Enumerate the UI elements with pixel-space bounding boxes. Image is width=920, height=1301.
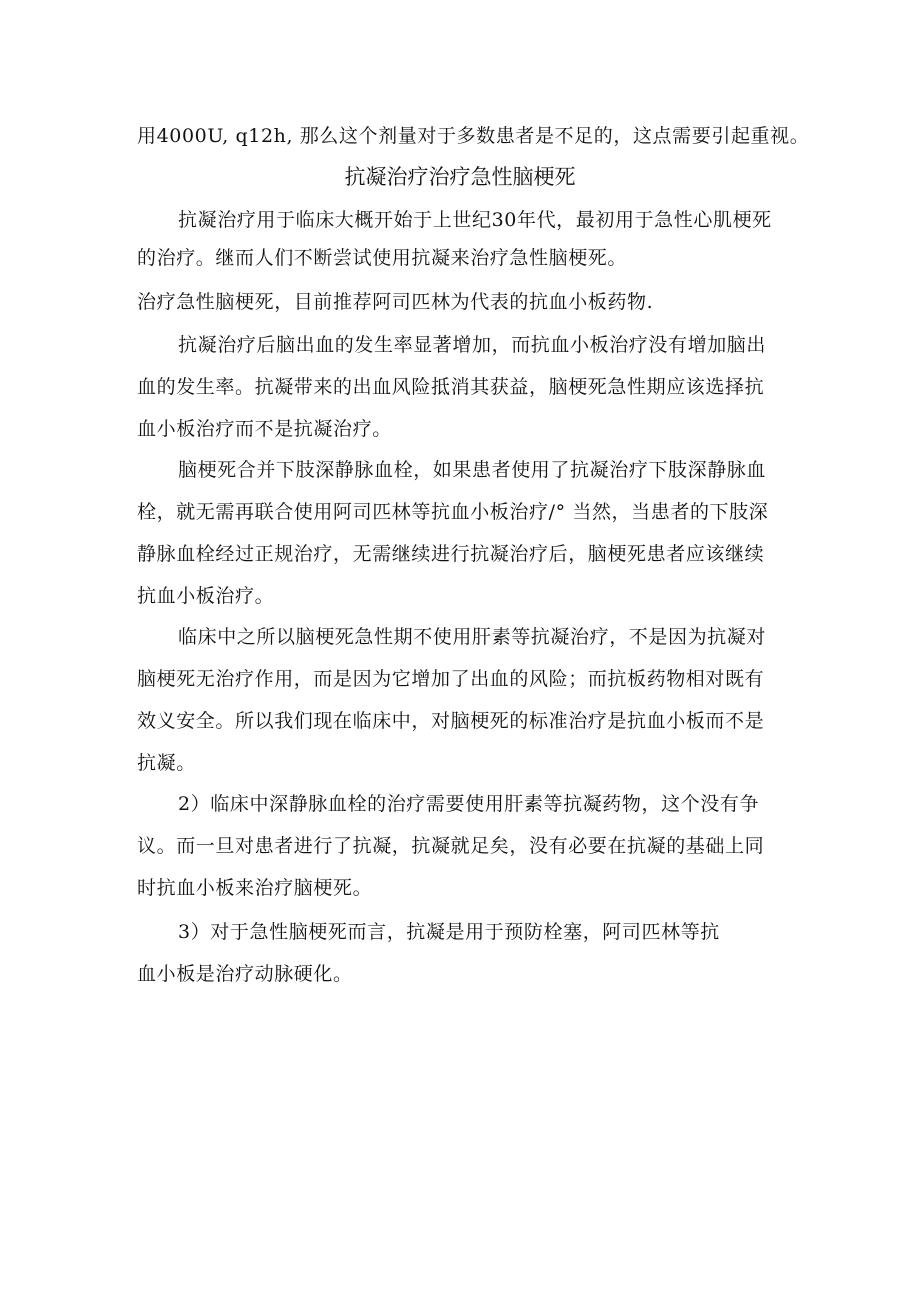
paragraph-line: 血小板治疗而不是抗凝治疗。 <box>137 418 392 440</box>
paragraph-line: 治疗急性脑梗死，目前推荐阿司匹林为代表的抗血小板药物. <box>137 291 654 313</box>
paragraph-line: 议。而一旦对患者进行了抗凝，抗凝就足矣，没有必要在抗凝的基础上同 <box>137 835 765 857</box>
paragraph-line: 抗凝治疗用于临床大概开始于上世纪30年代，最初用于急性心肌梗死 <box>178 209 772 231</box>
paragraph-line: 的治疗。继而人们不断尝试使用抗凝来治疗急性脑梗死。 <box>137 247 628 269</box>
paragraph-line: 静脉血栓经过正规治疗，无需继续进行抗凝治疗后，脑梗死患者应该继续 <box>137 543 765 565</box>
paragraph-line: 临床中之所以脑梗死急性期不使用肝素等抗凝治疗，不是因为抗凝对 <box>178 626 767 648</box>
paragraph-line: 3）对于急性脑梗死而言，抗凝是用于预防栓塞，阿司匹林等抗 <box>178 921 720 943</box>
paragraph-line: 血小板是治疗动脉硬化。 <box>137 963 353 985</box>
paragraph-line: 时抗血小板来治疗脑梗死。 <box>137 877 373 899</box>
paragraph-line: 脑梗死无治疗作用，而是因为它增加了出血的风险；而抗板药物相对既有 <box>137 668 765 690</box>
continuation-line: 用4000U, q12h, 那么这个剂量对于多数患者是不足的，这点需要引起重视。 <box>137 125 810 147</box>
paragraph-line: 脑梗死合并下肢深静脉血栓，如果患者使用了抗凝治疗下肢深静脉血 <box>178 459 767 481</box>
paragraph-line: 效义安全。所以我们现在临床中，对脑梗死的标准治疗是抗血小板而不是 <box>137 710 765 732</box>
paragraph-line: 抗血小板治疗。 <box>137 585 275 607</box>
paragraph-line: 血的发生率。抗凝带来的出血风险抵消其获益，脑梗死急性期应该选择抗 <box>137 376 765 398</box>
paragraph-line: 抗凝治疗后脑出血的发生率显著增加，而抗血小板治疗没有增加脑出 <box>178 334 767 356</box>
paragraph-line: 2）临床中深静脉血栓的治疗需要使用肝素等抗凝药物，这个没有争 <box>178 793 760 815</box>
paragraph-line: 抗凝。 <box>137 752 196 774</box>
section-title: 抗凝治疗治疗急性脑梗死 <box>344 165 576 189</box>
paragraph-line: 栓，就无需再联合使用阿司匹林等抗血小板治疗/° 当然，当患者的下肢深 <box>137 501 769 523</box>
